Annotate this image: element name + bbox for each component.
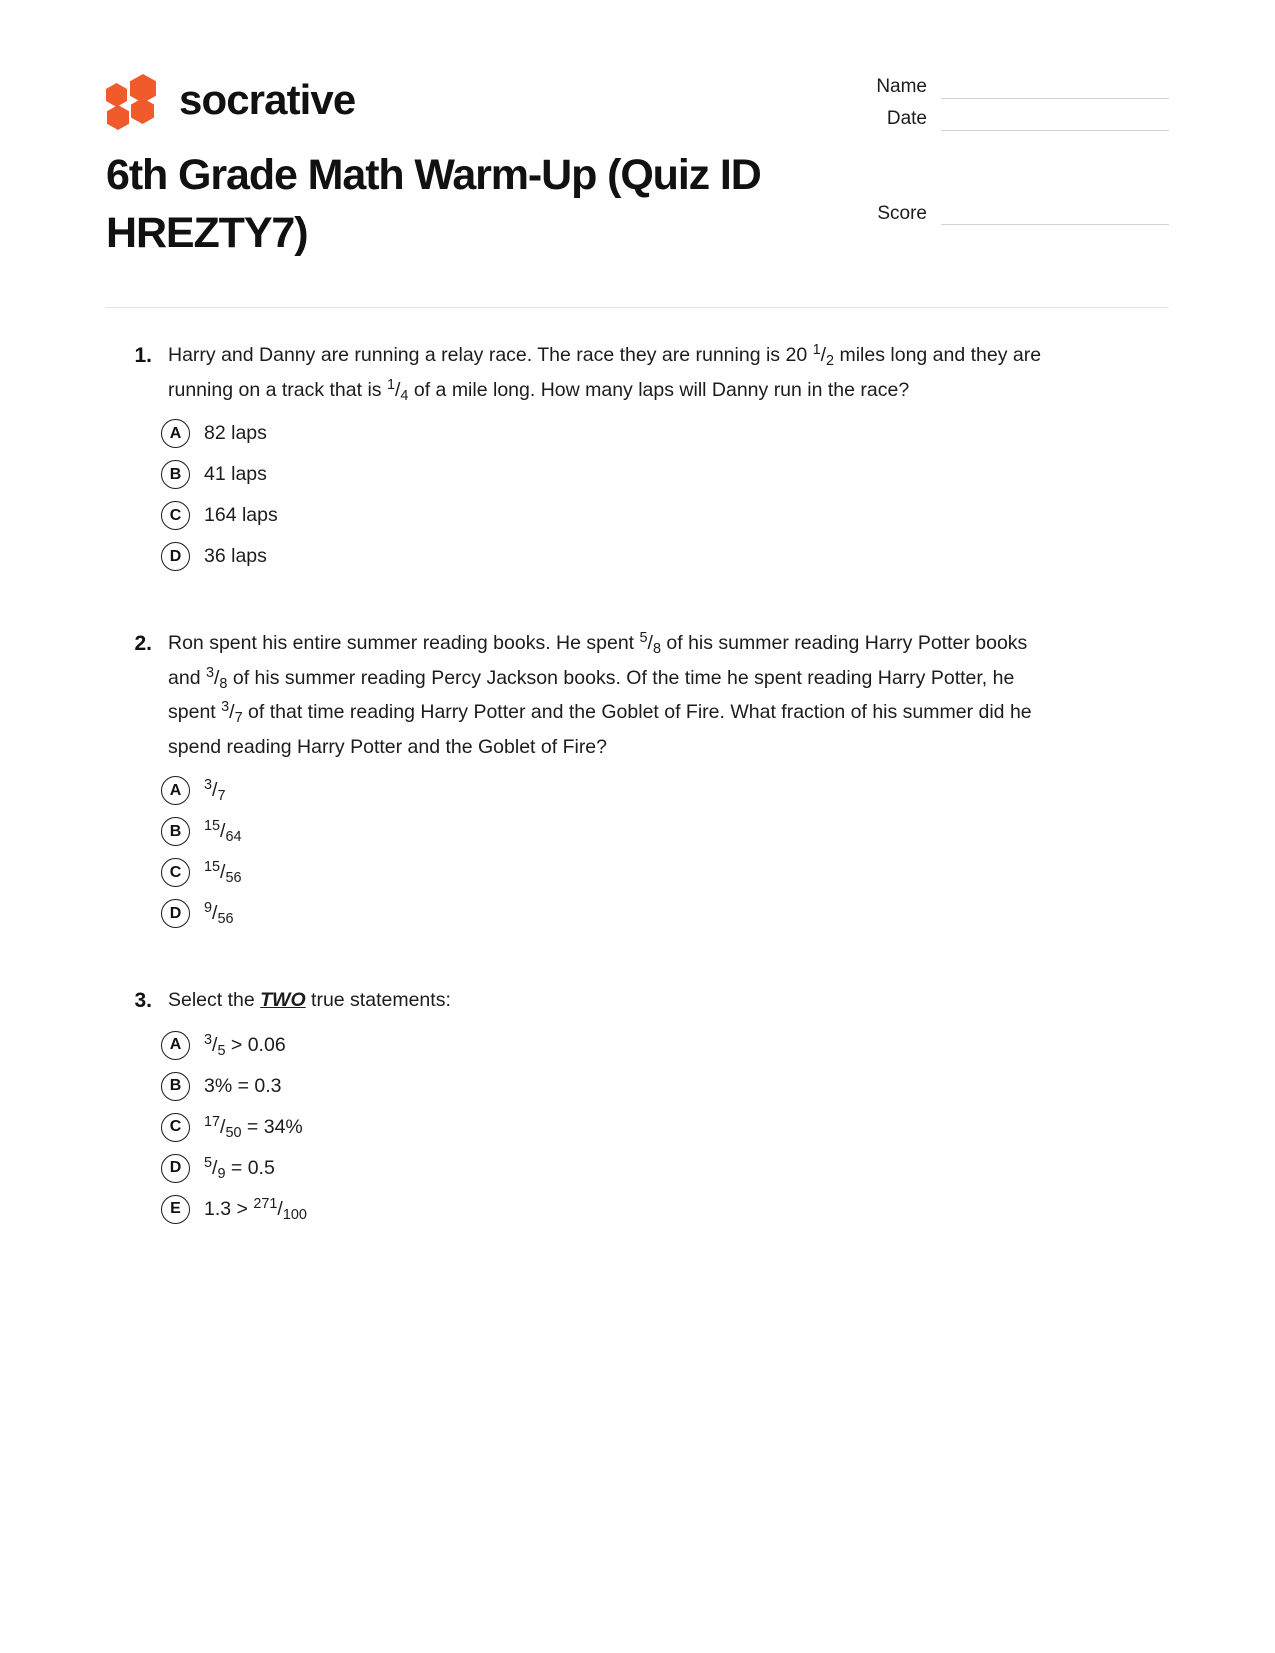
- option-bubble-e[interactable]: E: [161, 1195, 190, 1224]
- option-bubble-a[interactable]: A: [161, 1031, 190, 1060]
- option-label: 82 laps: [204, 422, 267, 445]
- answer-option-e[interactable]: [106, 1192, 1169, 1226]
- option-bubble-c[interactable]: C: [161, 501, 190, 530]
- fraction-slash: /: [212, 1156, 218, 1179]
- question-head: [106, 626, 1169, 765]
- fraction: [204, 818, 242, 846]
- name-field-row: [839, 76, 1169, 99]
- header-divider: [106, 307, 1169, 308]
- option-bubble-c[interactable]: C: [161, 1113, 190, 1142]
- option-label: [204, 817, 242, 846]
- fraction-denominator: 100: [282, 1206, 307, 1223]
- fraction-slash: /: [212, 902, 218, 925]
- question-number: 1.: [134, 344, 152, 368]
- answer-option-c[interactable]: [106, 1110, 1169, 1144]
- answer-option-c[interactable]: [106, 499, 1169, 533]
- fraction-slash: /: [212, 779, 218, 802]
- fraction-slash: /: [220, 861, 226, 884]
- option-label: [204, 899, 234, 928]
- date-input-line[interactable]: [941, 111, 1169, 131]
- answer-option-a[interactable]: [106, 417, 1169, 451]
- fraction-denominator: 2: [826, 353, 835, 370]
- fraction: [221, 699, 243, 727]
- fraction-denominator: 56: [225, 870, 242, 887]
- option-label: $^3/_5 > 0.06$: [204, 1031, 286, 1059]
- option-bubble-a[interactable]: A: [161, 419, 190, 448]
- answer-options: [106, 1028, 1169, 1226]
- student-info-fields: [839, 58, 1169, 234]
- fraction: [812, 342, 835, 370]
- fraction-denominator: 56: [217, 911, 234, 928]
- answer-option-b[interactable]: [106, 815, 1169, 849]
- question-text: Select the TWO true statements:: [168, 988, 451, 1011]
- fraction-numerator: 1: [812, 342, 821, 359]
- fraction-slash: /: [647, 631, 653, 654]
- answer-option-d[interactable]: [106, 897, 1169, 931]
- fraction: [204, 859, 242, 887]
- title-block: [0, 146, 900, 262]
- hexagon-cluster-icon: [106, 72, 162, 128]
- fraction-numerator: 1: [386, 377, 395, 394]
- fraction-numerator: 3: [205, 664, 214, 681]
- fraction-slash: /: [212, 1033, 218, 1056]
- fraction-numerator: 5: [639, 629, 648, 646]
- fraction: [386, 377, 409, 405]
- fraction-denominator: 7: [217, 788, 226, 805]
- question-head: [106, 983, 1169, 1020]
- answer-option-b[interactable]: [106, 458, 1169, 492]
- brand-name: socrative: [179, 76, 356, 123]
- fraction-slash: /: [277, 1197, 283, 1220]
- option-bubble-b[interactable]: B: [161, 460, 190, 489]
- hexagon-icon-4: [107, 105, 129, 130]
- option-label: 164 laps: [204, 504, 278, 527]
- question-number: 3.: [134, 988, 152, 1012]
- page-title: 6th Grade Math Warm-Up (Quiz ID HREZTY7): [106, 151, 761, 258]
- fraction-denominator: 50: [225, 1124, 242, 1141]
- option-label: 36 laps: [204, 545, 267, 568]
- answer-option-d[interactable]: [106, 540, 1169, 574]
- fraction-denominator: 64: [225, 829, 242, 846]
- option-bubble-d[interactable]: D: [161, 899, 190, 928]
- fraction-numerator: 3: [221, 699, 230, 716]
- fraction-denominator: 4: [400, 388, 409, 405]
- option-bubble-b[interactable]: B: [161, 1072, 190, 1101]
- answer-options: [106, 417, 1169, 574]
- hexagon-icon-3: [131, 98, 154, 124]
- fraction-denominator: 9: [217, 1165, 226, 1182]
- question-block: [106, 338, 1169, 573]
- fraction-slash: /: [220, 820, 226, 843]
- answer-option-a[interactable]: [106, 774, 1169, 808]
- option-bubble-b[interactable]: B: [161, 817, 190, 846]
- answer-option-b[interactable]: [106, 1069, 1169, 1103]
- fraction: [204, 1113, 242, 1141]
- fraction: [204, 1154, 226, 1182]
- option-bubble-a[interactable]: A: [161, 776, 190, 805]
- socrative-logo: [106, 58, 355, 128]
- score-input-line[interactable]: [941, 205, 1169, 225]
- fraction-numerator: 15: [204, 818, 221, 835]
- fraction-slash: /: [820, 344, 827, 367]
- option-label: $^5/_9 = 0.5$: [204, 1154, 275, 1182]
- name-input-line[interactable]: [941, 79, 1169, 99]
- question-block: [106, 626, 1169, 931]
- option-bubble-d[interactable]: D: [161, 1154, 190, 1183]
- question-block: [106, 983, 1169, 1227]
- question-text: Ron spent his entire summer reading books. He spent $^5/_8$ of his summer reading Harry Potter books and $^3/_8$ of his summer reading Percy Jackson books. Of the time he spent reading Harry Potter, he spent $^3/_7$ of that time reading Harry Potter and the Goblet of Fire. What fraction of his summer did he spend reading Harry Potter and the Goblet of Fire?: [168, 629, 1032, 758]
- fraction-slash: /: [213, 666, 220, 689]
- fraction-numerator: 15: [204, 859, 221, 876]
- fraction: [639, 629, 661, 657]
- answer-option-d[interactable]: [106, 1151, 1169, 1185]
- fraction-denominator: 5: [217, 1042, 226, 1059]
- fraction-numerator: 3: [204, 777, 213, 794]
- name-label: Name: [876, 76, 927, 97]
- questions-list: [0, 338, 1275, 1226]
- fraction: [205, 664, 228, 692]
- question-text: Harry and Danny are running a relay race. The race they are running is 20 $^1/_2$ miles long and they are running on a track that is $^1/_4$ of a mile long. How many laps will Danny run in the race?: [168, 342, 1042, 405]
- fraction: [204, 900, 234, 928]
- emphasized-text: TWO: [260, 988, 306, 1011]
- option-label: $^{17}/_{50} = 34\%$: [204, 1113, 303, 1141]
- fraction-denominator: 8: [219, 675, 228, 692]
- fraction: [204, 1031, 226, 1059]
- date-label: Date: [886, 107, 927, 129]
- fraction-numerator: 271: [253, 1195, 278, 1212]
- option-label: $1.3 > ^{271}/_{100}$: [204, 1195, 307, 1223]
- fraction-numerator: 3: [204, 1031, 213, 1048]
- hexagon-icon-1: [106, 83, 127, 107]
- date-field-row: [839, 108, 1169, 131]
- option-bubble-c[interactable]: C: [161, 858, 190, 887]
- question-number: 2.: [134, 631, 152, 655]
- answer-option-a[interactable]: [106, 1028, 1169, 1062]
- option-label: 41 laps: [204, 463, 267, 486]
- answer-option-c[interactable]: [106, 856, 1169, 890]
- fraction-denominator: 7: [234, 710, 243, 727]
- score-field-row: [839, 203, 1169, 226]
- fraction-slash: /: [395, 379, 401, 402]
- score-label: Score: [877, 202, 927, 224]
- option-label: 3% = 0.3: [204, 1074, 282, 1097]
- option-label: [204, 858, 242, 887]
- option-label: [204, 776, 225, 805]
- fraction-numerator: 9: [204, 900, 213, 917]
- fraction: [204, 777, 226, 805]
- question-head: [106, 338, 1169, 407]
- fraction-numerator: 5: [204, 1154, 213, 1171]
- fraction-numerator: 17: [204, 1113, 221, 1130]
- fraction-slash: /: [229, 701, 235, 724]
- fraction-denominator: 8: [652, 640, 661, 657]
- option-bubble-d[interactable]: D: [161, 542, 190, 571]
- fraction-slash: /: [220, 1115, 226, 1138]
- answer-options: [106, 774, 1169, 931]
